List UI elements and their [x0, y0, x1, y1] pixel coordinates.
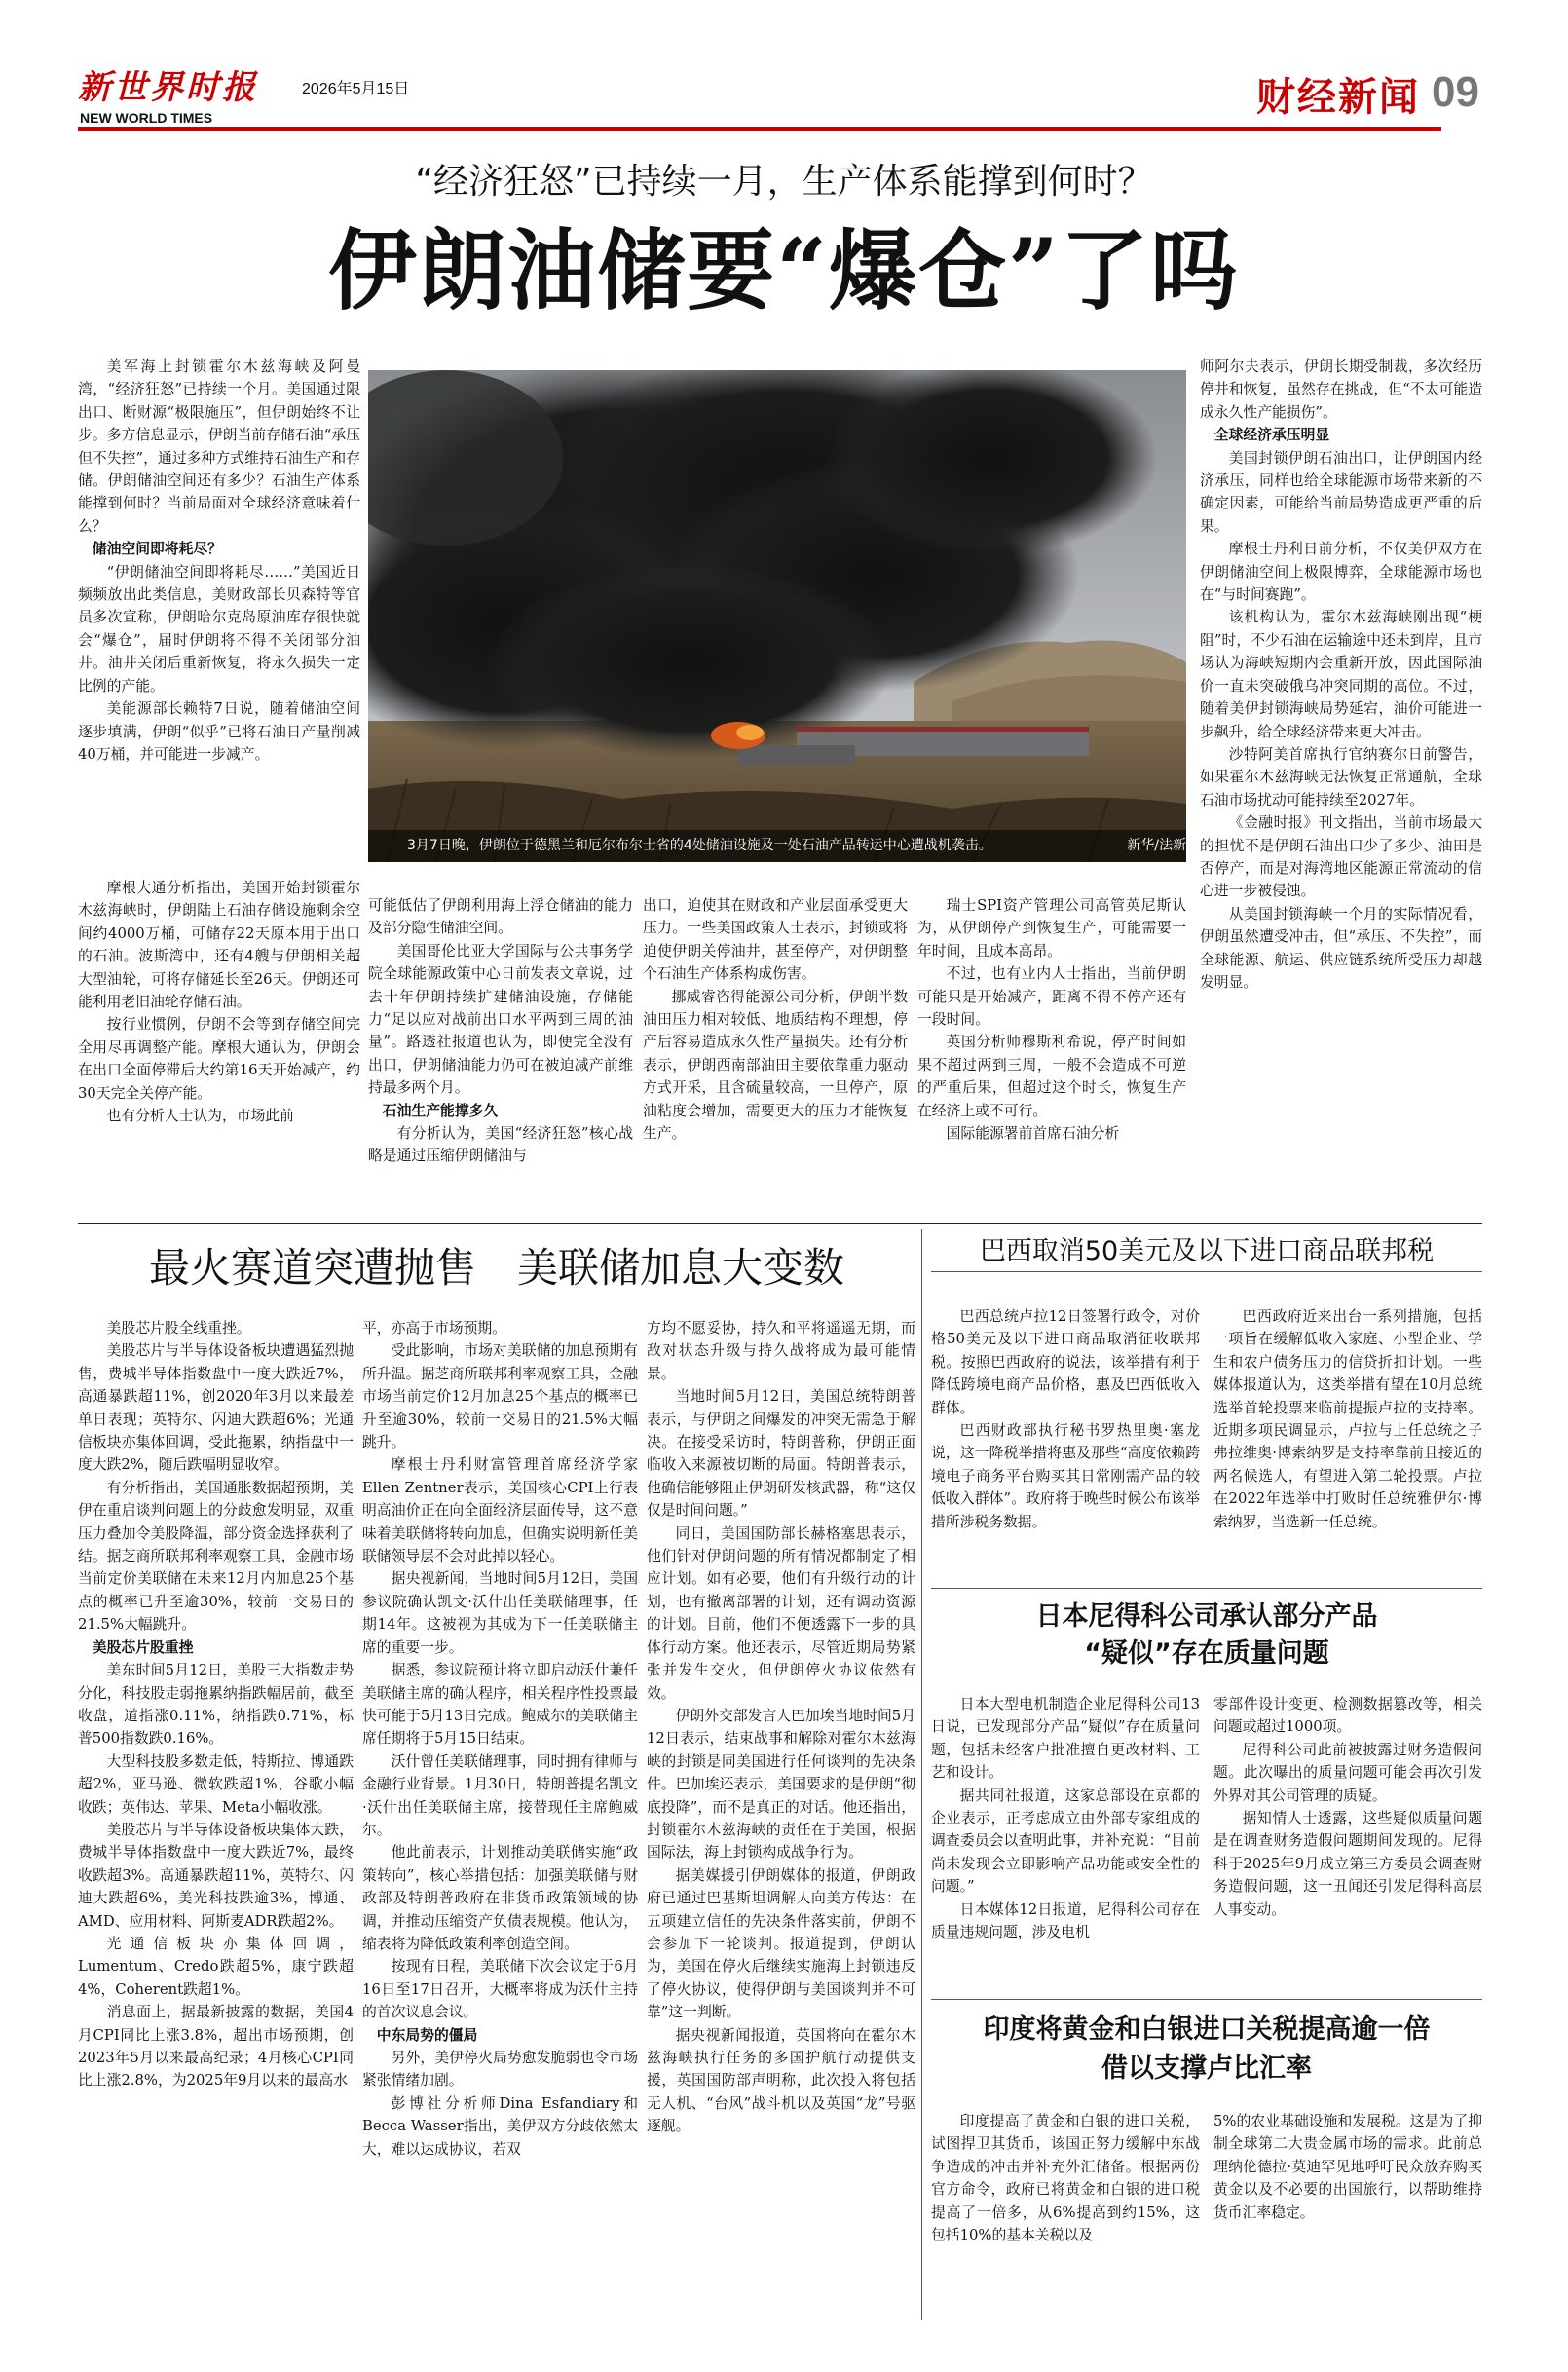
- paragraph: 沙特阿美首席执行官纳赛尔日前警告，如果霍尔木兹海峡无法恢复正常通航，全球石油市场扰动可能持续至2027年。: [1200, 745, 1482, 809]
- lead-column-3: [368, 894, 633, 1168]
- subheading: 储油空间即将耗尽？: [92, 541, 222, 558]
- photo-caption: 3月7日晚，伊朗位于德黑兰和厄尔布尔士省的4处储油设施及一处石油产品转运中心遭战机袭击。: [368, 830, 1186, 862]
- lead-headline: 伊朗油储要“爆仓”了吗: [328, 219, 1240, 322]
- masthead-english: NEW WORLD TIMES: [80, 110, 213, 126]
- paragraph: 据央视新闻报道，英国将向在霍尔木兹海峡执行任务的多国护航行动提供支援，英国国防部声明称，此次投入将包括无人机、“台风”战斗机以及英国“龙”号驱逐舰。: [647, 2026, 915, 2135]
- subheading: 全球经济承压明显: [1213, 427, 1330, 444]
- paragraph: 美国哥伦比亚大学国际与公共事务学院全球能源政策中心日前发表文章说，过去十年伊朗持续扩建储油设施，存储能力“足以应对战前出口水平两到三周的油量”。路透社报道也认为，即便完全没有出口，伊朗储油能力仍可在被迫减产前维持最多两个月。: [368, 942, 633, 1097]
- paragraph: 美股芯片与半导体设备板块集体大跌，费城半导体指数盘中一度大跌近7%，最终收跌超3%。高通暴跌超11%，英特尔、闪迪大跌超6%，美光科技跌逾3%，博通、AMD、应用材料、阿斯麦ADR跌超2%。: [78, 1821, 354, 1930]
- lead-column-6: [1200, 356, 1482, 994]
- paragraph: “伊朗储油空间即将耗尽……”美国近日频频放出此类信息，美财政部长贝森特等官员多次宣称，伊朗哈尔克岛原油库存很快就会“爆仓”，届时伊朗将不得不关闭部分油井。油井关闭后重新恢复，将永久损失一定比例的产能。: [78, 563, 360, 695]
- paragraph: 有分析指出，美国通胀数据超预期，美伊在重启谈判问题上的分歧愈发明显，双重压力叠加令美股降温，部分资金选择获利了结。据芝商所联邦利率观察工具，金融市场当前定价美联储在未来12月内加息25个基点的概率已升至逾30%，较前一交易日的21.5%大幅跳升。: [78, 1479, 354, 1634]
- paragraph-continued: 5%的农业基础设施和发展税。这是为了抑制全球第二大贵金属市场的需求。此前总理纳伦德拉·莫迪罕见地呼吁民众放弃购买黄金以及不必要的出国旅行，以帮助维持货币汇率稳定。: [1213, 2113, 1482, 2221]
- article5-column-1: [931, 2110, 1200, 2246]
- article3-headline: 巴西取消50美元及以下进口商品联邦税: [979, 1236, 1435, 1266]
- paragraph: 据央视新闻，当地时间5月12日，美国参议院确认凯文·沃什出任美联储理事，任期14年。这被视为其成为下一任美联储主席的重要一步。: [362, 1570, 638, 1656]
- subheading: 美股芯片股重挫: [92, 1638, 194, 1656]
- article5-headline-line2: 借以支撑卢比汇率: [1101, 2053, 1312, 2084]
- lower-section-rule: [78, 1223, 1482, 1224]
- paragraph: 据美媒援引伊朗媒体的报道，伊朗政府已通过巴基斯坦调解人向美方传达：在五项建立信任的先决条件落实前，伊朗不会参加下一轮谈判。报道提到，伊朗认为，美国在停火后继续实施海上封锁违反了停火协议，使得伊朗与美国谈判并不可靠”这一判断。: [647, 1866, 915, 2021]
- paragraph: 当地时间5月12日，美国总统特朗普表示，与伊朗之间爆发的冲突无需急于解决。在接受采访时，特朗普称，伊朗正面临收入来源被切断的局面。特朗普表示，他确信能够阻止伊朗研发核武器，称“这仅仅是时间问题。”: [647, 1388, 915, 1520]
- box-rule-2: [931, 1588, 1482, 1589]
- article4-column-2: [1213, 1693, 1482, 1921]
- paragraph: 挪威睿咨得能源公司分析，伊朗半数油田压力相对较低、地质结构不理想，停产后容易造成永久性产量损失。还有分析表示，伊朗西南部油田主要依靠重力驱动方式开采，且含硫量较高，一旦停产，原油粘度会增加，需要更大的压力才能恢复生产。: [643, 988, 908, 1143]
- paragraph: 从美国封锁海峡一个月的实际情况看，伊朗虽然遭受冲击，但“承压、不失控”，而全球能源、航运、供应链系统所受压力却越发明显。: [1200, 905, 1482, 991]
- paragraph: 据悉，参议院预计将立即启动沃什兼任美联储主席的确认程序，相关程序性投票最快可能于5月13日完成。鲍威尔的美联储主席任期将于5月15日结束。: [362, 1662, 638, 1748]
- paragraph: 据知情人士透露，这些疑似质量问题是在调查财务造假问题期间发现的。尼得科于2025年9月成立第三方委员会调查财务造假问题，这一丑闻还引发尼得科高层人事变动。: [1213, 1810, 1482, 1918]
- paragraph-continued: 方均不愿妥协，持久和平将遥遥无期，而敌对状态升级与持久战将成为最可能情景。: [647, 1320, 915, 1382]
- article3-column-1: [931, 1305, 1200, 1533]
- paragraph-continued: 可能低估了伊朗利用海上浮仓储油的能力及部分隐性储油空间。: [368, 897, 633, 937]
- paragraph: 摩根士丹利日前分析，不仅美伊双方在伊朗储油空间上极限博弈，全球能源市场也在“与时间赛跑”。: [1200, 541, 1482, 604]
- paragraph: 沃什曾任美联储理事，同时拥有律师与金融行业背景。1月30日，特朗普提名凯文·沃什出任美联储主席，接替现任主席鲍威尔。: [362, 1752, 638, 1838]
- paragraph: 美国封锁伊朗石油出口，让伊朗国内经济承压，同样也给全球能源市场带来新的不确定因素，可能给当前局势造成更严重的后果。: [1200, 449, 1482, 535]
- lower-vertical-rule: [921, 1229, 922, 2320]
- subheading: 石油生产能撑多久: [382, 1102, 499, 1119]
- lead-column-5: [917, 894, 1186, 1145]
- box-rule-3: [931, 1999, 1482, 2000]
- box-rule-1: [931, 1271, 1482, 1272]
- masthead: 新世界时报: [78, 68, 258, 107]
- paragraph: 受此影响，市场对美联储的加息预期有所升温。据芝商所联邦利率观察工具，金融市场当前定价12月加息25个基点的概率已升至逾30%，较前一交易日的21.5%大幅跳升。: [362, 1342, 638, 1451]
- paragraph: 美股芯片股全线重挫。: [106, 1320, 251, 1337]
- paragraph: 伊朗外交部发言人巴加埃当地时间5月12日表示，结束战事和解除对霍尔木兹海峡的封锁是同美国进行任何谈判的先决条件。巴加埃还表示，美国要求的是伊朗“彻底投降”，而不是真正的对话。他还指出，封锁霍尔木兹海峡的责任在于美国，根据国际法，海上封锁构成战争行为。: [647, 1707, 915, 1862]
- paragraph: 瑞士SPI资产管理公司高管英尼斯认为，从伊朗停产到恢复生产，可能需要一年时间，且成本高昂。: [917, 897, 1186, 960]
- paragraph: 彭博社分析师Dina Esfandiary和Becca Wasser指出，美伊双方分歧依然太大，难以达成协议，若双: [362, 2094, 638, 2158]
- paragraph: 美股芯片与半导体设备板块遭遇猛烈抛售，费城半导体指数盘中一度大跌近7%，高通暴跌超11%，创2020年3月以来最差单日表现；英特尔、闪迪大跌超6%；光通信板块亦集体回调，受此拖累，纳指盘中一度大跌2%，随后跌幅明显收窄。: [78, 1342, 354, 1474]
- article5-column-2: [1213, 2110, 1482, 2224]
- article4-column-1: [931, 1693, 1200, 1943]
- article2-column-1: [78, 1317, 354, 2092]
- lead-column-2: [78, 877, 360, 1127]
- paragraph: 光通信板块亦集体回调，Lumentum、Credo跌超5%，康宁跌超4%，Coherent跌超1%。: [78, 1935, 354, 1998]
- paragraph: 大型科技股多数走低，特斯拉、博通跌超2%，亚马逊、微软跌超1%，谷歌小幅收跌；英伟达、苹果、Meta小幅收涨。: [78, 1752, 354, 1816]
- news-photo: [368, 370, 1186, 862]
- paragraph: 巴西总统卢拉12日签署行政令，对价格50美元及以下进口商品取消征收联邦税。按照巴西政府的说法，该举措有利于降低跨境电商产品价格，惠及巴西低收入群体。: [931, 1308, 1200, 1416]
- lead-kicker: “经济狂怒”已持续一月，生产体系能撑到何时？: [415, 162, 1153, 202]
- photo-credit: 新华/法新: [1127, 838, 1186, 853]
- lead-column-1: [78, 356, 360, 766]
- header-rule: [78, 127, 1441, 131]
- paragraph: 按现有日程，美联储下次会议定于6月16日至17日召开，大概率将成为沃什主持的首次议息会议。: [362, 1958, 638, 2021]
- paragraph: 他此前表示，计划推动美联储实施“政策转向”，核心举措包括：加强美联储与财政部及特朗普政府在非货币政策领域的协调，并推动压缩资产负债表规模。他认为，缩表将为降低政策利率创造空间。: [362, 1844, 638, 1952]
- paragraph: 另外，美伊停火局势愈发脆弱也令市场紧张情绪加剧。: [362, 2050, 638, 2090]
- subheading: 中东局势的僵局: [376, 2026, 478, 2044]
- paragraph: 也有分析人士认为，市场此前: [106, 1108, 294, 1125]
- paragraph: 美军海上封锁霍尔木兹海峡及阿曼湾，“经济狂怒”已持续一个月。美国通过限出口、断财源“极限施压”，但伊朗始终不让步。多方信息显示，伊朗当前存储石油“承压但不失控”，通过多种方式维持石油生产和存储。伊朗储油空间还有多少？石油生产体系能撑到何时？当前局面对全球经济意味着什么？: [78, 358, 360, 535]
- paragraph: 美能源部长赖特7日说，随着储油空间逐步填满，伊朗“似乎”已将石油日产量削减40万桶，并可能进一步减产。: [78, 700, 360, 763]
- article2-column-2: [362, 1317, 638, 2161]
- paragraph: 国际能源署前首席石油分析: [946, 1125, 1120, 1143]
- paragraph: 巴西政府近来出台一系列措施，包括一项旨在缓解低收入家庭、小型企业、学生和农户债务压力的信贷折扣计划。一些媒体报道认为，这类举措有望在10月总统选举首轮投票来临前提振卢拉的支持率。近期多项民调显示，卢拉与上任总统之子弗拉维奥·博索纳罗是支持率靠前且接近的两名候选人，有望进入第二轮投票。卢拉在2022年选举中打败时任总统雅伊尔·博索纳罗，当选新一任总统。: [1213, 1308, 1482, 1530]
- paragraph: 《金融时报》刊文指出，当前市场最大的担忧不是伊朗石油出口少了多少、油田是否停产，而是对海湾地区能源正常流动的信心进一步被侵蚀。: [1200, 814, 1482, 900]
- article2-headline: 最火赛道突遭抛售 美联储加息大变数: [148, 1244, 844, 1292]
- paragraph: 巴西财政部执行秘书罗热里奥·塞龙说，这一降税举措将惠及那些“高度依赖跨境电子商务平台购买其日常刚需产品的较低收入群体”。政府将于晚些时候公布该举措所涉税务数据。: [931, 1422, 1200, 1530]
- article3-column-2: [1213, 1305, 1482, 1533]
- paragraph-continued: 零部件设计变更、检测数据篡改等，相关问题或超过1000项。: [1213, 1696, 1482, 1736]
- paragraph: 摩根士丹利财富管理首席经济学家Ellen Zentner表示，美国核心CPI上行表明高油价正在向全面经济层面传导，这不意味着美联储将转向加息，但确实说明新任美联储领导层不会对此掉以轻心。: [362, 1456, 638, 1565]
- page-number: 09: [1432, 68, 1479, 116]
- section-name: 财经新闻: [1256, 75, 1420, 120]
- paragraph: 英国分析师穆斯利希说，停产时间如果不超过两到三周，一般不会造成不可逆的严重后果，但超过这个时长，恢复生产在经济上或不可行。: [917, 1034, 1186, 1119]
- paragraph: 同日，美国国防部长赫格塞思表示，他们针对伊朗问题的所有情况都制定了相应计划。如有必要，他们有升级行动的计划，也有撤离部署的计划，还有调动资源的计划。目前，他们不便透露下一步的具体行动方案。他还表示，尽管近期局势紧张并发生交火，但伊朗停火协议依然有效。: [647, 1525, 915, 1702]
- article4-headline-line1: 日本尼得科公司承认部分产品: [1035, 1601, 1378, 1632]
- article2-column-3: [647, 1317, 915, 2138]
- paragraph: 尼得科公司此前被披露过财务造假问题。此次曝出的质量问题可能会再次引发外界对其公司管理的质疑。: [1213, 1741, 1482, 1804]
- article4-headline-line2: “疑似”存在质量问题: [1084, 1638, 1329, 1669]
- paragraph: 该机构认为，霍尔木兹海峡刚出现“梗阻”时，不少石油在运输途中还未到岸，且市场认为海峡短期内会重新开放，因此国际油价一直未突破俄乌冲突同期的高位。不过，随着美伊封锁海峡局势延宕，油价可能进一步飙升，给全球经济带来更大冲击。: [1200, 609, 1482, 740]
- lead-column-4: [643, 894, 908, 1145]
- paragraph-continued: 师阿尔夫表示，伊朗长期受制裁，多次经历停井和恢复，虽然存在挑战，但“不太可能造成永久性产能损伤”。: [1200, 358, 1482, 421]
- paragraph: 不过，也有业内人士指出，当前伊朗可能只是开始减产，距离不得不停产还有一段时间。: [917, 965, 1186, 1029]
- paragraph: 据共同社报道，这家总部设在京都的企业表示，正考虑成立由外部专家组成的调查委员会以查明此事，并补充说：“目前尚未发现会立即影响产品功能或安全性的问题。”: [931, 1787, 1200, 1896]
- paragraph: 印度提高了黄金和白银的进口关税，试图捍卫其货币，该国正努力缓解中东战争造成的冲击并补充外汇储备。根据两份官方命令，政府已将黄金和白银的进口税提高了一倍多，从6%提高到约15%，这包括10%的基本关税以及: [931, 2113, 1200, 2244]
- article5-headline-line1: 印度将黄金和白银进口关税提高逾一倍: [983, 2014, 1431, 2045]
- paragraph: 摩根大通分析指出，美国开始封锁霍尔木兹海峡时，伊朗陆上石油存储设施剩余空间约4000万桶，可储存22天原本用于出口的石油。波斯湾中，还有4艘与伊朗相关超大型油轮，可将存储延长至26天。伊朗还可能利用老旧油轮存储石油。: [78, 880, 360, 1011]
- paragraph-continued: 平，亦高于市场预期。: [362, 1320, 506, 1337]
- paragraph: 有分析认为，美国“经济狂怒”核心战略是通过压缩伊朗储油与: [368, 1125, 633, 1165]
- paragraph: 日本媒体12日报道，尼得科公司存在质量违规问题，涉及电机: [931, 1901, 1200, 1941]
- issue-date: 2026年5月15日: [302, 81, 410, 97]
- paragraph: 按行业惯例，伊朗不会等到存储空间完全用尽再调整产能。摩根大通认为，伊朗会在出口全面停滞后大约第16天开始减产，约30天完全关停产能。: [78, 1016, 360, 1102]
- paragraph: 美东时间5月12日，美股三大指数走势分化，科技股走弱拖累纳指跌幅居前，截至收盘，道指涨0.11%，纳指跌0.71%，标普500指数跌0.16%。: [78, 1662, 354, 1748]
- paragraph: 消息面上，据最新披露的数据，美国4月CPI同比上涨3.8%，超出市场预期，创2023年5月以来最高纪录；4月核心CPI同比上涨2.8%，为2025年9月以来的最高水: [78, 2004, 354, 2090]
- paragraph: 日本大型电机制造企业尼得科公司13日说，已发现部分产品“疑似”存在质量问题，包括未经客户批准擅自更改材料、工艺和设计。: [931, 1696, 1200, 1782]
- paragraph-continued: 出口，迫使其在财政和产业层面承受更大压力。一些美国政策人士表示，封锁或将迫使伊朗关停油井，甚至停产，对伊朗整个石油生产体系构成伤害。: [643, 897, 908, 983]
- smoke-photo-illustration: [368, 370, 1186, 862]
